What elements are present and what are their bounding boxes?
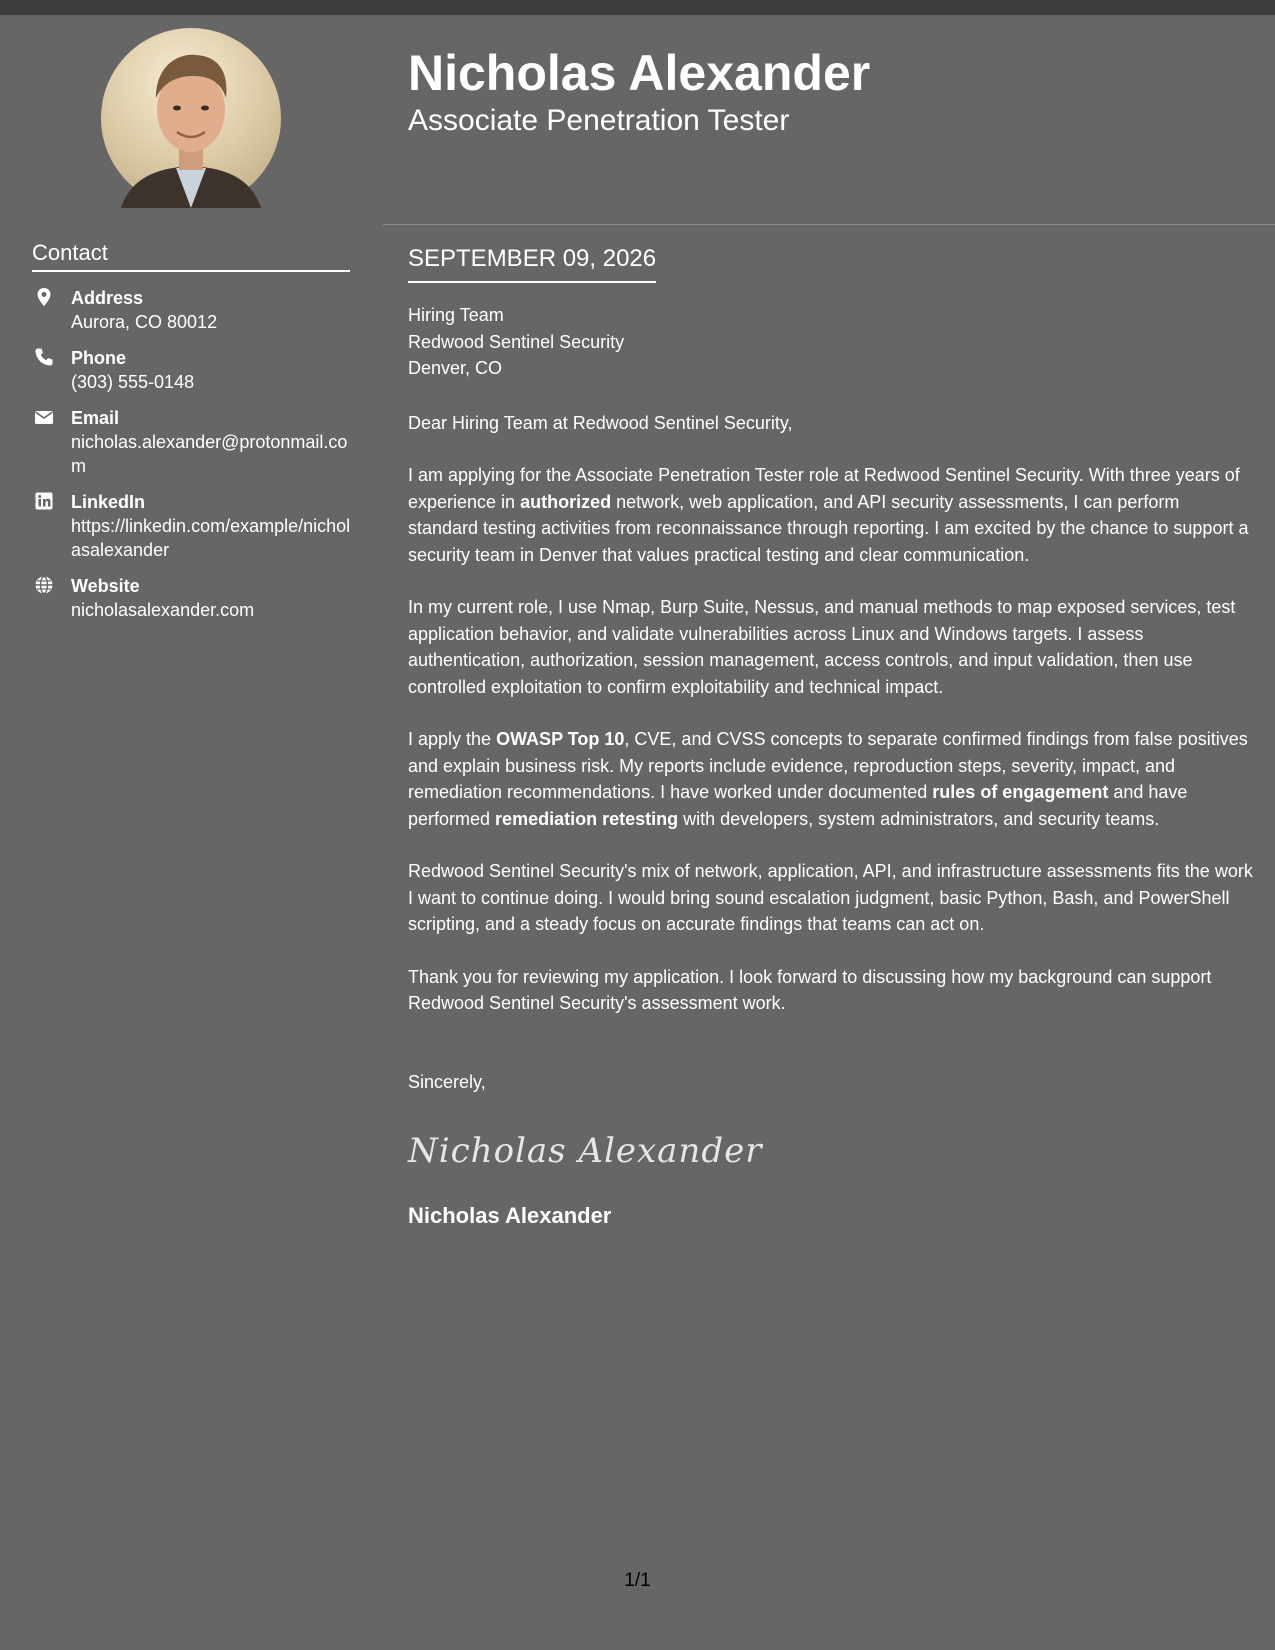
contact-phone bbox=[32, 346, 352, 394]
contact-label: LinkedIn bbox=[71, 492, 146, 512]
signature-image: Nicholas Alexander bbox=[408, 1131, 763, 1171]
recipient-line: Redwood Sentinel Security bbox=[408, 331, 625, 352]
paragraph-1: I am applying for the Associate Penetration Tester role at Redwood Sentinel Security. With three years of experience in authorized network, web application, and API security assessments, I can perform standard testing activities from reconnaissance through reporting. I am excited by the chance to support a security team in Denver that values practical testing and clear communication. bbox=[408, 465, 1249, 565]
contact-list bbox=[32, 286, 352, 634]
contact-address bbox=[32, 286, 352, 334]
contact-label: Website bbox=[71, 576, 140, 596]
contact-value: nicholasalexander.com bbox=[71, 600, 255, 620]
contact-value: https://linkedin.com/example/nicholasalexander bbox=[71, 516, 351, 560]
contact-heading: Contact bbox=[32, 240, 350, 272]
letter-date: SEPTEMBER 09, 2026 bbox=[408, 243, 656, 283]
job-title: Associate Penetration Tester bbox=[408, 104, 790, 137]
contact-email bbox=[32, 406, 352, 478]
header-divider bbox=[383, 224, 1275, 225]
contact-label: Address bbox=[71, 288, 144, 308]
envelope-icon bbox=[34, 407, 54, 427]
contact-value: Aurora, CO 80012 bbox=[71, 312, 218, 332]
top-bar bbox=[0, 0, 1275, 15]
paragraph-2: In my current role, I use Nmap, Burp Suite, Nessus, and manual methods to map exposed services, test application behavior, and validate vulnerabilities across Linux and Windows targets. I assess authentication, authorization, session management, access controls, and input validation, then use controlled exploitation to confirm exploitability and technical impact. bbox=[408, 597, 1236, 697]
contact-label: Phone bbox=[71, 348, 127, 368]
paragraph-4: Redwood Sentinel Security's mix of network, application, API, and infrastructure assessments fits the work I want to continue doing. I would bring sound escalation judgment, basic Python, Bash, and PowerShell scripting, and a steady focus on accurate findings that teams can act on. bbox=[408, 861, 1253, 934]
contact-value: (303) 555-0148 bbox=[71, 372, 195, 392]
globe-icon bbox=[34, 575, 54, 595]
applicant-name: Nicholas Alexander bbox=[408, 45, 871, 101]
letter-body bbox=[408, 302, 1253, 1230]
recipient-address bbox=[408, 302, 1253, 382]
profile-photo bbox=[101, 28, 281, 208]
signer-name: Nicholas Alexander bbox=[408, 1203, 612, 1228]
recipient-line: Denver, CO bbox=[408, 358, 503, 378]
phone-icon bbox=[34, 347, 54, 367]
contact-linkedin bbox=[32, 490, 352, 562]
linkedin-icon bbox=[34, 491, 54, 511]
map-pin-icon bbox=[34, 287, 54, 307]
closing: Sincerely, bbox=[408, 1071, 486, 1092]
contact-value: nicholas.alexander@protonmail.com bbox=[71, 432, 348, 476]
paragraph-3: I apply the OWASP Top 10, CVE, and CVSS concepts to separate confirmed findings from false positives and explain business risk. My reports include evidence, reproduction steps, severity, impact, and remediation recommendations. I have worked under documented rules of engagement and have performed remediation retesting with developers, system administrators, and security teams. bbox=[408, 729, 1248, 829]
contact-website bbox=[32, 574, 352, 622]
salutation: Dear Hiring Team at Redwood Sentinel Security, bbox=[408, 412, 793, 433]
recipient-line: Hiring Team bbox=[408, 305, 504, 325]
page-number: 1/1 bbox=[624, 1570, 651, 1591]
paragraph-5: Thank you for reviewing my application. I look forward to discussing how my background can support Redwood Sentinel Security's assessment work. bbox=[408, 966, 1212, 1013]
contact-label: Email bbox=[71, 408, 120, 428]
